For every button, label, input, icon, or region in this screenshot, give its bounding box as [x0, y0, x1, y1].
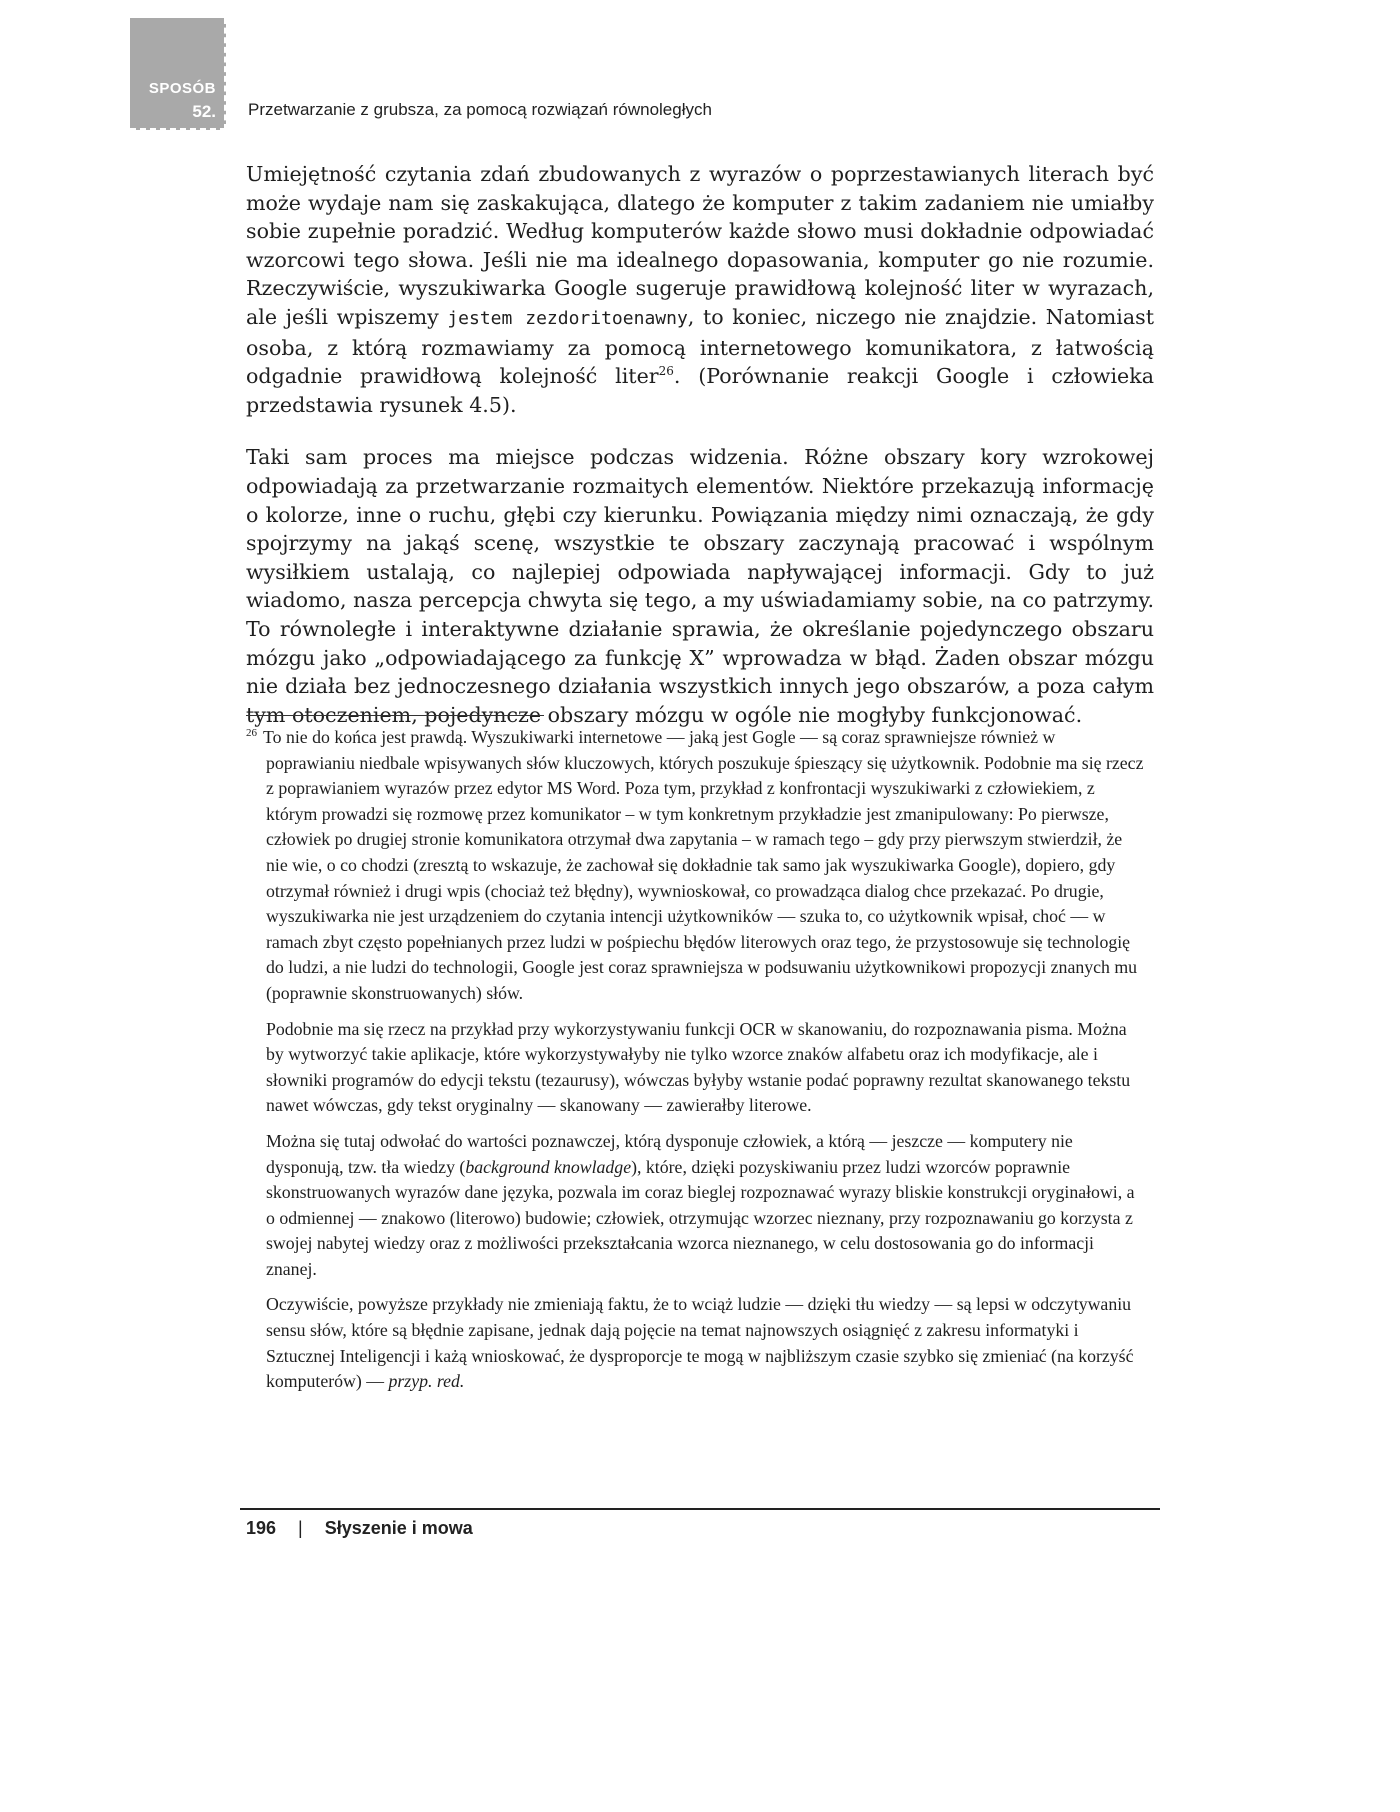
hack-tab-number: 52. [192, 102, 216, 121]
chapter-title: Słyszenie i mowa [324, 1518, 473, 1538]
fn4-em: przyp. red. [388, 1371, 465, 1392]
paragraph-1 [246, 160, 1154, 419]
fn4-text-a: Oczywiście, powyższe przykłady nie zmieniają faktu, że to wciąż ludzie — dzięki tłu wiedzy — są lepsi w odczytywaniu sensu słów, które są błędnie zapisane, jednak dają pojęcie na temat najnowszych osiągnięć z zakresu informatyki i Sztucznej Inteligencji i każą wnioskować, że dysproporcje te mogą w najbliższym czasie szybko się zmieniać (na korzyść komputerów) — [266, 1294, 1134, 1392]
footnote-ref[interactable]: 26 [658, 364, 674, 379]
p1-text-b: , to koniec, niczego nie znajdzie. Natomiast osoba, z którą rozmawiamy za pomocą internetowego komunikatora, z łatwością odgadnie prawidłową kolejność liter [246, 304, 1154, 389]
footnote-26 [246, 725, 1146, 1405]
p1-text-a: Umiejętność czytania zdań zbudowanych z wyrazów o poprzestawianych literach być może wydaje nam się zaskakująca, dlatego że komputer z takim zadaniem nie umiałby sobie zupełnie poradzić. Według komputerów każde słowo musi dokładnie odpowiadać wzorcowi tego słowa. Jeśli nie ma idealnego dopasowania, komputer go nie rozumie. Rzeczywiście, wyszukiwarka Google sugeruje prawidłową kolejność liter w wyrazach, ale jeśli wpiszemy [246, 162, 1154, 329]
footnote-text-1: To nie do końca jest prawdą. Wyszukiwarki internetowe — jaką jest Gogle — są coraz sprawniejsze również w poprawianiu niedbale wpisywanych słów kluczowych, których poszukuje śpieszący się użytkownik. Podobnie ma się rzecz z poprawianiem wyrazów przez edytor MS Word. Poza tym, przykład z konfrontacji wyszukiwarki z człowiekiem, z którym prowadzi się rozmowę przez komunikator – w tym konkretnym przykładzie jest zmanipulowany: Po pierwsze, człowiek po drugiej stronie komunikatora otrzymał dwa zapytania – w ramach tego – gdy przy pierwszym stwierdził, że nie wie, o co chodzi (zresztą to wskazuje, że zachował się dokładnie tak samo jak wyszukiwarka Google), dopiero, gdy otrzymał również i drugi wpis (chociaż też błędny), wywnioskował, co prowadząca dialog chce przekazać. Po drugie, wyszukiwarka nie jest urządzeniem do czytania intencji użytkowników — szuka to, co użytkownik wpisał, choć — w ramach zbyt często popełnianych przez ludzi w pośpiechu błędów literowych oraz tego, że przystosowuje się technologię do ludzi, a nie ludzi do technologii, Google jest coraz sprawniejsza w podsuwaniu użytkownikowi propozycji znanych mu (poprawnie skonstruowanych) słów. [263, 727, 1144, 1003]
hack-tab [130, 18, 226, 130]
p1-code: jestem zezdoritoenawny [447, 307, 688, 329]
fn3-text-a: Można się tutaj odwołać do wartości poznawczej, którą dysponuje człowiek, a którą — jeszcze — komputery nie dysponują, tzw. tła wiedzy ( [266, 1130, 1073, 1177]
footnote-paragraph-1 [246, 725, 1146, 1007]
p1-text-c: . (Porównanie reakcji Google i człowieka przedstawia rysunek 4.5). [246, 364, 1154, 417]
footnote-divider [246, 715, 544, 716]
page-footer [246, 1518, 473, 1539]
fn3-em: background knowladge [465, 1156, 632, 1177]
running-title: Przetwarzanie z grubsza, za pomocą rozwiązań równoległych [248, 100, 712, 119]
paragraph-2: Taki sam proces ma miejsce podczas widzenia. Różne obszary kory wzrokowej odpowiadają za przetwarzanie rozmaitych elementów. Niektóre przekazują informację o kolorze, inne o ruchu, głębi czy kierunku. Powiązania między nimi oznaczają, że gdy spojrzymy na jakąś scenę, wszystkie te obszary zaczynają pracować i wspólnym wysiłkiem ustalają, co najlepiej odpowiada napływającej informacji. Gdy to już wiadomo, nasza percepcja chwyta się tego, a my uświadamiamy sobie, na co patrzymy. To równoległe i interaktywne działanie sprawia, że określanie pojedynczego obszaru mózgu jako „odpowiadającego za funkcję X” wprowadza w błąd. Żaden obszar mózgu nie działa bez jednoczesnego działania wszystkich innych jego obszarów, a poza całym tym otoczeniem, pojedyncze obszary mózgu w ogóle nie mogłyby funkcjonować. [246, 445, 1154, 727]
footnote-number: 26 [246, 727, 257, 740]
page-number: 196 [246, 1518, 277, 1538]
footer-separator: | [298, 1518, 303, 1538]
fn3-text-b: ), które, dzięki pozyskiwaniu przez ludzi wzorców poprawnie skonstruowanych wyrazów dane języka, pozwala im coraz bieglej rozpoznawać wyrazy bliskie konstrukcji oryginałowi, a o odmiennej — znakowo (literowo) budowie; człowiek, otrzymując wzorzec nieznany, przy rozpoznawaniu go korzysta z swojej nabytej wiedzy oraz z możliwości przekształcania wzorca nieznanego, w celu dostosowania go do informacji znanej. [266, 1156, 1135, 1279]
hack-tab-word: SPOSÓB [148, 80, 216, 97]
footnote-paragraph-4 [246, 1292, 1146, 1394]
footer-divider [240, 1508, 1160, 1510]
main-text [246, 160, 1154, 753]
footnote-paragraph-2: Podobnie ma się rzecz na przykład przy wykorzystywaniu funkcji OCR w skanowaniu, do rozpoznawania pisma. Można by wytworzyć takie aplikacje, które wykorzystywałyby nie tylko wzorce znaków alfabetu oraz ich modyfikacje, ale i słowniki programów do edycji tekstu (tezaurusy), wówczas byłyby wstanie podać poprawny rezultat skanowanego tekstu nawet wówczas, gdy tekst oryginalny — skanowany — zawierałby literowe. [266, 1018, 1131, 1116]
footnote-paragraph-3 [246, 1129, 1146, 1283]
